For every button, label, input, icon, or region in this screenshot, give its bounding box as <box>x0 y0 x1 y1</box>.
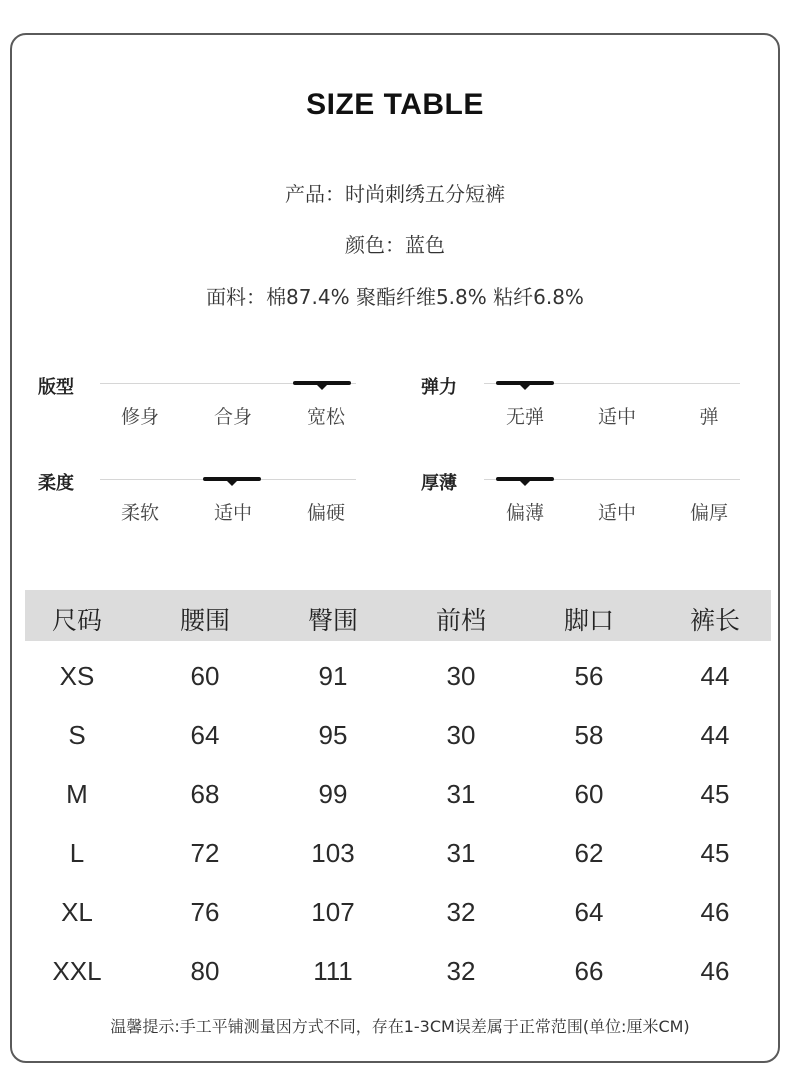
row-length: 45 <box>700 779 730 809</box>
fit-option-3: 宽松 <box>306 406 345 428</box>
stretch-option-2: 适中 <box>597 406 636 428</box>
row-leg-opening: 66 <box>574 956 604 986</box>
table-row <box>0 956 790 996</box>
fit-option-2: 合身 <box>213 406 252 428</box>
fit-scale-marker <box>293 381 351 385</box>
table-row <box>0 661 790 701</box>
row-hip: 107 <box>311 897 355 927</box>
thickness-option-3: 偏厚 <box>689 502 728 524</box>
header-length: 裤长 <box>689 606 740 635</box>
stretch-option-3: 弹 <box>699 406 719 428</box>
table-row <box>0 720 790 760</box>
header-leg-opening: 脚口 <box>563 606 614 635</box>
softness-option-1: 柔软 <box>120 502 159 524</box>
thickness-scale-marker <box>496 477 554 481</box>
thickness-option-2: 适中 <box>597 502 636 524</box>
size-table-header <box>25 590 771 641</box>
header-waist: 腰围 <box>179 606 230 635</box>
row-waist: 76 <box>190 897 220 927</box>
row-front-rise: 30 <box>446 661 476 691</box>
row-size: XXL <box>52 956 102 986</box>
row-length: 44 <box>700 661 730 691</box>
row-front-rise: 31 <box>446 838 476 868</box>
softness-option-3: 偏硬 <box>306 502 345 524</box>
row-front-rise: 32 <box>446 897 476 927</box>
softness-scale-label: 柔度 <box>38 473 74 494</box>
row-front-rise: 31 <box>446 779 476 809</box>
row-length: 46 <box>700 956 730 986</box>
row-leg-opening: 62 <box>574 838 604 868</box>
fit-scale-label: 版型 <box>38 377 74 398</box>
product-value: 时尚刺绣五分短裤 <box>345 182 505 206</box>
header-front-rise: 前档 <box>435 606 486 635</box>
row-waist: 80 <box>190 956 220 986</box>
row-hip: 95 <box>318 720 348 750</box>
stretch-scale-label: 弹力 <box>421 377 457 398</box>
stretch-option-1: 无弹 <box>505 406 544 428</box>
fabric-line <box>0 281 790 310</box>
row-waist: 64 <box>190 720 220 750</box>
softness-option-2: 适中 <box>213 502 252 524</box>
row-leg-opening: 58 <box>574 720 604 750</box>
table-row <box>0 897 790 937</box>
header-size: 尺码 <box>51 606 102 635</box>
row-length: 44 <box>700 720 730 750</box>
fit-option-1: 修身 <box>120 406 159 428</box>
row-leg-opening: 60 <box>574 779 604 809</box>
thickness-scale-label: 厚薄 <box>421 473 457 494</box>
row-size: L <box>69 838 85 868</box>
stretch-scale-marker <box>496 381 554 385</box>
fabric-label: 面料： <box>206 285 267 309</box>
row-size: XS <box>59 661 95 691</box>
row-front-rise: 32 <box>446 956 476 986</box>
row-length: 46 <box>700 897 730 927</box>
color-line <box>0 229 790 258</box>
color-label: 颜色： <box>345 233 405 257</box>
row-leg-opening: 64 <box>574 897 604 927</box>
row-size: XL <box>61 897 93 927</box>
softness-scale-marker <box>203 477 261 481</box>
row-front-rise: 30 <box>446 720 476 750</box>
thickness-option-1: 偏薄 <box>505 502 544 524</box>
row-leg-opening: 56 <box>574 661 604 691</box>
table-row <box>0 838 790 878</box>
page-title: SIZE TABLE <box>306 88 484 121</box>
row-hip: 103 <box>311 838 355 868</box>
fabric-value: 棉87.4% 聚酯纤维5.8% 粘纤6.8% <box>266 285 584 309</box>
row-waist: 68 <box>190 779 220 809</box>
table-row <box>0 779 790 819</box>
row-hip: 99 <box>318 779 348 809</box>
header-hip: 臀围 <box>307 606 358 635</box>
row-length: 45 <box>700 838 730 868</box>
row-waist: 72 <box>190 838 220 868</box>
color-value: 蓝色 <box>405 233 445 257</box>
row-hip: 91 <box>318 661 348 691</box>
row-size: S <box>68 720 86 750</box>
row-hip: 111 <box>313 956 353 986</box>
measurement-note: 温馨提示:手工平铺测量因方式不同，存在1-3CM误差属于正常范围(单位:厘米CM) <box>110 1017 690 1036</box>
row-waist: 60 <box>190 661 220 691</box>
product-label: 产品： <box>285 182 345 206</box>
row-size: M <box>66 779 88 809</box>
product-line <box>0 178 790 207</box>
